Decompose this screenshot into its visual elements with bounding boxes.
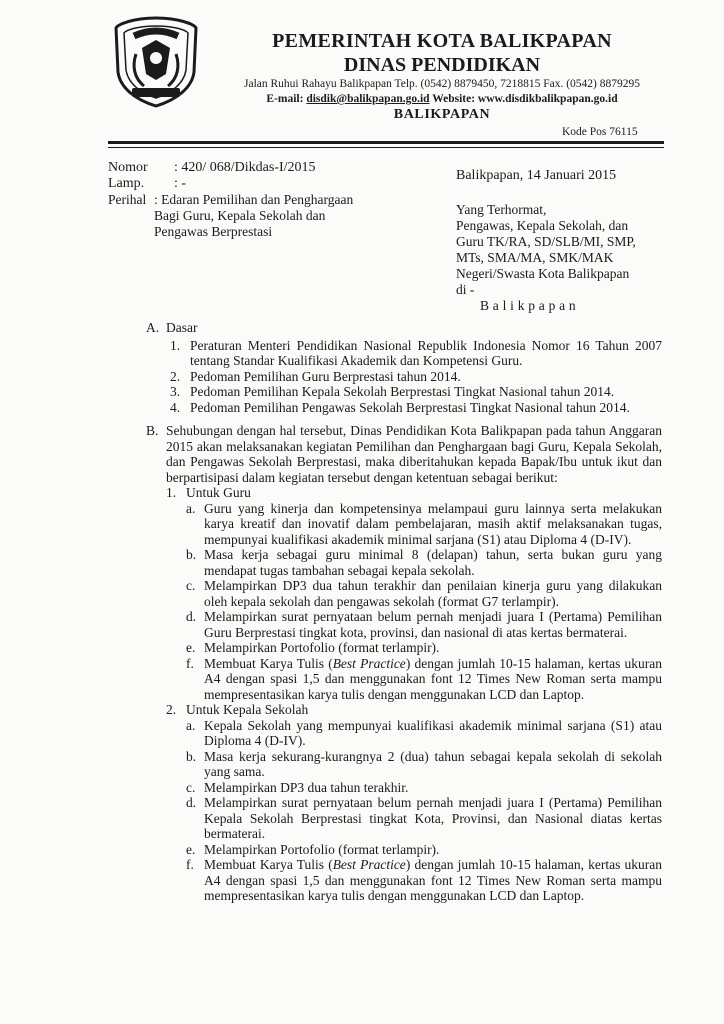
list-item-number: 1. bbox=[170, 337, 181, 353]
perihal-row bbox=[108, 192, 353, 240]
list-item-text: Peraturan Menteri Pendidikan Nasional Republik Indonesia Nomor 16 Tahun 2007 tentang Standar Kualifikasi Akademik dan Kompetensi Guru. bbox=[190, 337, 662, 368]
list-item-text: Melampirkan surat pernyataan belum pernah menjadi juara I (Pertama) Pemilihan Guru Berprestasi tingkat kota, provinsi, dan nasional di atas kertas bermaterai. bbox=[204, 609, 662, 640]
list-item-text bbox=[204, 857, 662, 904]
list-item-text: Melampirkan Portofolio (format terlampir). bbox=[204, 841, 440, 857]
group-title: Untuk Guru bbox=[186, 485, 251, 500]
list-item bbox=[186, 718, 662, 749]
list-item-text: Melampirkan Portofolio (format terlampir). bbox=[204, 640, 440, 655]
lamp-row bbox=[108, 176, 316, 192]
list-item-letter: b. bbox=[186, 547, 197, 562]
text-part: Membuat Karya Tulis ( bbox=[204, 655, 333, 671]
group-guru-list bbox=[186, 501, 662, 703]
section-b-intro bbox=[146, 423, 662, 485]
text-emphasis: Best Practice bbox=[332, 857, 406, 872]
addressee-block: Yang Terhormat, Pengawas, Kepala Sekolah, dan Guru TK/RA, SD/SLB/MI, SMP, MTs, SMA/MA, SMK/MAK Negeri/Swasta Kota Balikpapan di - bbox=[456, 202, 636, 297]
list-item-letter: e. bbox=[186, 640, 196, 655]
list-item bbox=[186, 795, 662, 842]
list-item-letter: d. bbox=[186, 609, 197, 624]
list-item bbox=[186, 749, 662, 780]
list-item bbox=[186, 780, 662, 796]
list-item-text: Pedoman Pemilihan Kepala Sekolah Berprestasi Tingkat Nasional tahun 2014. bbox=[190, 384, 615, 399]
list-item-text: Melampirkan surat pernyataan belum pernah menjadi juara I (Pertama) Pemilihan Kepala Sekolah Berprestasi tingkat Kota, Provinsi, dan Nasional diatas kertas bermaterai. bbox=[204, 795, 662, 841]
lamp-label: Lamp. bbox=[108, 176, 145, 191]
list-item-letter: e. bbox=[186, 841, 196, 857]
list-item-letter: f. bbox=[186, 857, 194, 872]
list-item-letter: a. bbox=[186, 717, 196, 733]
lamp-value: : - bbox=[174, 176, 187, 191]
list-item-text: Melampirkan DP3 dua tahun terakhir dan penilaian kinerja guru yang dilakukan oleh kepala sekolah dan pengawas sekolah (format G7 terlampir). bbox=[204, 578, 662, 609]
list-item-text: Melampirkan DP3 dua tahun terakhir. bbox=[204, 779, 409, 795]
list-item-text: Masa kerja sebagai guru minimal 8 (delapan) tahun, serta bukan guru yang mendapat tugas tambahan sebagai kepala sekolah. bbox=[204, 547, 662, 578]
group-guru-heading bbox=[166, 485, 662, 501]
list-item-letter: c. bbox=[186, 779, 196, 795]
section-a-mark: A. bbox=[146, 320, 160, 335]
list-item-text: Pedoman Pemilihan Pengawas Sekolah Berprestasi Tingkat Nasional tahun 2014. bbox=[190, 399, 630, 415]
list-item bbox=[170, 384, 662, 400]
list-item bbox=[186, 578, 662, 609]
text-part: ) dengan jumlah 10-15 halaman, kertas ukuran A4 dengan spasi 1,5 dan menggunakan font 12 Times New Roman serta mampu mempresentasikan karya tulis dengan menggunakan LCD dan Laptop. bbox=[204, 857, 662, 903]
text-part: ) dengan jumlah 10-15 halaman, kertas ukuran A4 dengan spasi 1,5 dan menggunakan font 12 Times New Roman serta mampu mempresentasikan karya tulis dengan menggunakan LCD dan Laptop. bbox=[204, 655, 662, 702]
text-part: Membuat Karya Tulis ( bbox=[204, 857, 333, 872]
letter-date: Balikpapan, 14 Januari 2015 bbox=[456, 168, 617, 183]
email-label: E-mail: bbox=[266, 93, 304, 105]
website-link[interactable]: www.disdikbalikpapan.go.id bbox=[477, 93, 618, 105]
list-item-text: Pedoman Pemilihan Guru Berprestasi tahun 2014. bbox=[190, 368, 461, 384]
list-item bbox=[186, 609, 662, 640]
letterhead-contact bbox=[212, 93, 672, 105]
list-item-text bbox=[204, 656, 662, 703]
city-seal-logo bbox=[108, 14, 204, 110]
header-divider-thin bbox=[108, 147, 664, 148]
perihal-value: : Edaran Pemilihan dan Penghargaan Bagi Guru, Kepala Sekolah dan Pengawas Berprestasi bbox=[154, 192, 354, 239]
nomor-row bbox=[108, 160, 316, 176]
list-item bbox=[186, 857, 662, 904]
letterhead-address: Jalan Ruhui Rahayu Balikpapan Telp. (0542) 8879450, 7218815 Fax. (0542) 8879295 bbox=[243, 78, 640, 90]
section-b-mark: B. bbox=[146, 423, 159, 438]
list-item bbox=[170, 338, 662, 369]
section-b-text: Sehubungan dengan hal tersebut, Dinas Pendidikan Kota Balikpapan pada tahun Anggaran 2015 akan melaksanakan kegiatan Pemilihan dan Penghargaan bagi Guru, Kepala Sekolah, dan Pengawas Sekolah Berprestasi, maka diberitahukan kepada Bapak/Ibu untuk ikut dan berpartisipasi dalam kegiatan tersebut dengan ketentuan sebagai berikut: bbox=[166, 423, 662, 485]
list-item bbox=[186, 656, 662, 703]
section-a-heading bbox=[146, 320, 662, 336]
section-a-title: Dasar bbox=[166, 320, 198, 335]
text-emphasis: Best Practice bbox=[332, 655, 406, 671]
letter-meta bbox=[108, 160, 316, 192]
group-title: Untuk Kepala Sekolah bbox=[186, 702, 309, 717]
list-item-letter: d. bbox=[186, 795, 197, 810]
letterhead-government: PEMERINTAH KOTA BALIKPAPAN bbox=[272, 30, 612, 52]
group-kepala-sekolah-list bbox=[186, 718, 662, 904]
list-item-text: Kepala Sekolah yang mempunyai kualifikasi akademik minimal sarjana (S1) atau Diploma 4 (D-IV). bbox=[204, 717, 662, 748]
list-item-number: 3. bbox=[170, 384, 181, 399]
perihal-label: Perihal bbox=[108, 192, 147, 207]
email-link[interactable]: disdik@balikpapan.go.id bbox=[306, 93, 430, 105]
letterhead-city: BALIKPAPAN bbox=[393, 107, 491, 122]
list-item bbox=[186, 547, 662, 578]
list-item-text: Guru yang kinerja dan kompetensinya melampaui guru lainnya serta melakukan karya kreatif dan inovatif dalam pembelajaran, masih aktif melaksanakan tugas, mempunyai kualifikasi akademik minimal sarjana (S1) atau Diploma 4 (D-IV). bbox=[204, 500, 662, 547]
list-item bbox=[186, 501, 662, 548]
list-item-letter: a. bbox=[186, 500, 196, 516]
list-item-text: Masa kerja sekurang-kurangnya 2 (dua) tahun sebagai kepala sekolah di sekolah yang sama. bbox=[204, 748, 662, 779]
addressee-place: Balikpapan bbox=[480, 298, 580, 313]
list-item bbox=[170, 369, 662, 385]
header-divider-thick bbox=[108, 141, 664, 144]
list-item bbox=[186, 640, 662, 656]
list-item-number: 2. bbox=[170, 368, 181, 384]
list-item bbox=[186, 842, 662, 858]
postcode: Kode Pos 76115 bbox=[562, 126, 638, 138]
group-number: 2. bbox=[166, 702, 177, 717]
list-item-number: 4. bbox=[170, 399, 181, 415]
group-kepala-sekolah-heading bbox=[166, 702, 662, 718]
list-item-letter: f. bbox=[186, 655, 194, 671]
letterhead-department: DINAS PENDIDIKAN bbox=[343, 54, 541, 76]
nomor-value: : 420/ 068/Dikdas-I/2015 bbox=[174, 160, 316, 175]
list-item bbox=[170, 400, 662, 416]
letter-body bbox=[146, 320, 662, 904]
list-item-letter: c. bbox=[186, 578, 196, 593]
website-label: Website: bbox=[432, 93, 476, 105]
section-a-list bbox=[170, 338, 662, 416]
list-item-letter: b. bbox=[186, 748, 197, 764]
nomor-label: Nomor bbox=[108, 160, 148, 175]
group-number: 1. bbox=[166, 485, 177, 500]
